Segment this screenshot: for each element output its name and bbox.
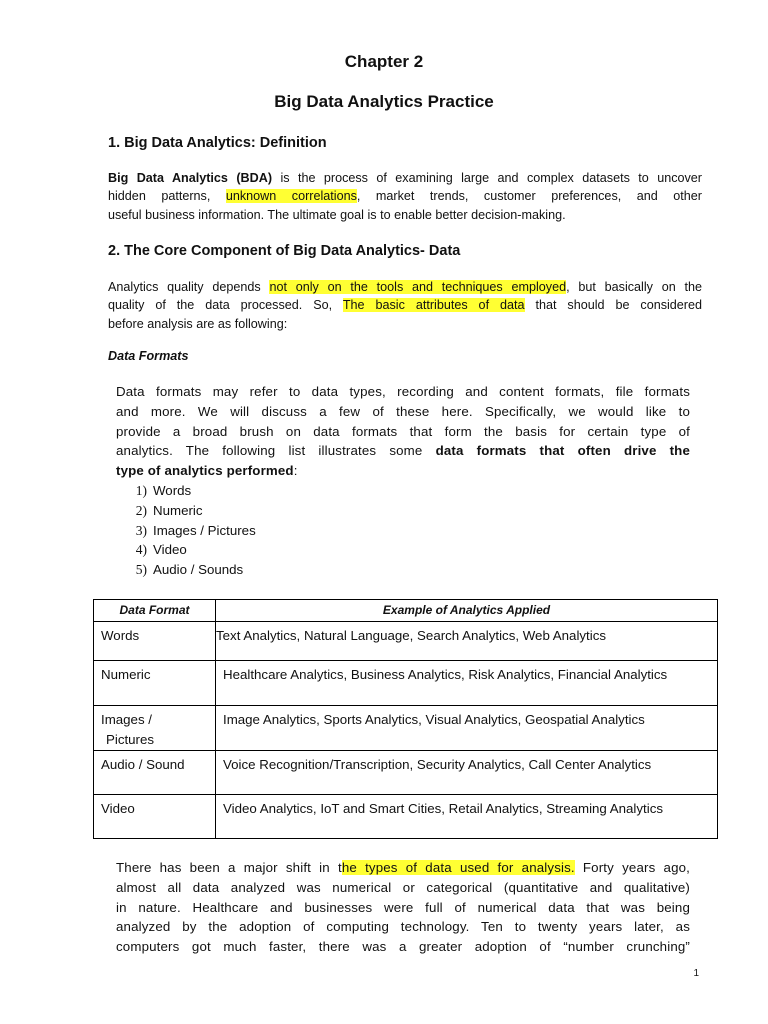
highlight-types-of-data: he types of data used for analysis.: [341, 860, 575, 875]
example-cell: Text Analytics, Natural Language, Search Analytics, Web Analytics: [216, 622, 718, 661]
data-formats-paragraph: Data formats may refer to data types, recording and content formats, file formats and more. We will discuss a few of these here. Specifically, we would like to provide a broad brush on data formats that form the basis for certain type of analytics. The following list illustrates some data formats that often drive the type of analytics performed:: [116, 384, 690, 479]
bda-term: Big Data Analytics (BDA): [108, 171, 273, 185]
closing-paragraph: There has been a major shift in the types of data used for analysis. Forty years ago, almost all data analyzed was numerical or categorical (quantitative and qualitative) in nature. Healthcare and businesses were full of numerical data that was being analyzed by the adoption of computing technology. Ten to twenty years later, as computers got much faster, there was a greater adoption of “number crunching”: [116, 860, 691, 955]
page-title: Big Data Analytics Practice: [274, 92, 494, 111]
page-number: 1: [693, 968, 699, 979]
example-cell: Video Analytics, IoT and Smart Cities, Retail Analytics, Streaming Analytics: [216, 794, 718, 838]
list-item: 4) Video: [135, 542, 187, 558]
data-formats-heading: Data Formats: [108, 349, 189, 363]
column-header-example: Example of Analytics Applied: [216, 600, 718, 622]
highlight-tools-techniques: not only on the tools and techniques employed: [269, 280, 567, 294]
data-format-table: [93, 599, 718, 839]
list-item: 5) Audio / Sounds: [135, 562, 244, 578]
list-item: 3) Images / Pictures: [135, 522, 256, 538]
format-cell: Audio / Sound: [94, 750, 216, 794]
format-cell: Video: [94, 794, 216, 838]
table-row: [94, 622, 718, 661]
table-row: [94, 661, 718, 706]
table-row: [94, 794, 718, 838]
format-cell: Words: [94, 622, 216, 661]
example-cell: Healthcare Analytics, Business Analytics, Risk Analytics, Financial Analytics: [216, 661, 718, 706]
highlight-basic-attributes: The basic attributes of data: [342, 298, 525, 313]
table-row: [94, 750, 718, 794]
data-formats-list: [128, 481, 256, 580]
definition-paragraph: Big Data Analytics (BDA) is the process of examining large and complex datasets to uncover hidden patterns, unknown correlations, market trends, customer preferences, and other useful business information. The ultimate goal is to enable better decision-making.: [108, 171, 703, 222]
example-cell: Image Analytics, Sports Analytics, Visual Analytics, Geospatial Analytics: [216, 706, 718, 751]
core-component-paragraph: Analytics quality depends not only on the tools and techniques employed, but basically on the quality of the data processed. So, The basic attributes of data that should be considered before analysis are as following:: [108, 280, 703, 331]
chapter-label: Chapter 2: [344, 52, 424, 71]
format-cell: Images / Pictures: [94, 706, 216, 751]
column-header-data-format: Data Format: [94, 600, 216, 622]
table-header-row: [94, 600, 718, 622]
highlight-unknown-correlations: unknown correlations: [225, 189, 357, 204]
format-cell: Numeric: [94, 661, 216, 706]
section-heading-definition: 1. Big Data Analytics: Definition: [108, 135, 327, 151]
section-heading-core-component: 2. The Core Component of Big Data Analytics- Data: [108, 243, 461, 259]
example-cell: Voice Recognition/Transcription, Security Analytics, Call Center Analytics: [216, 750, 718, 794]
list-item: 1) Words: [135, 483, 192, 498]
table-row: [94, 706, 718, 751]
list-item: 2) Numeric: [135, 502, 203, 518]
